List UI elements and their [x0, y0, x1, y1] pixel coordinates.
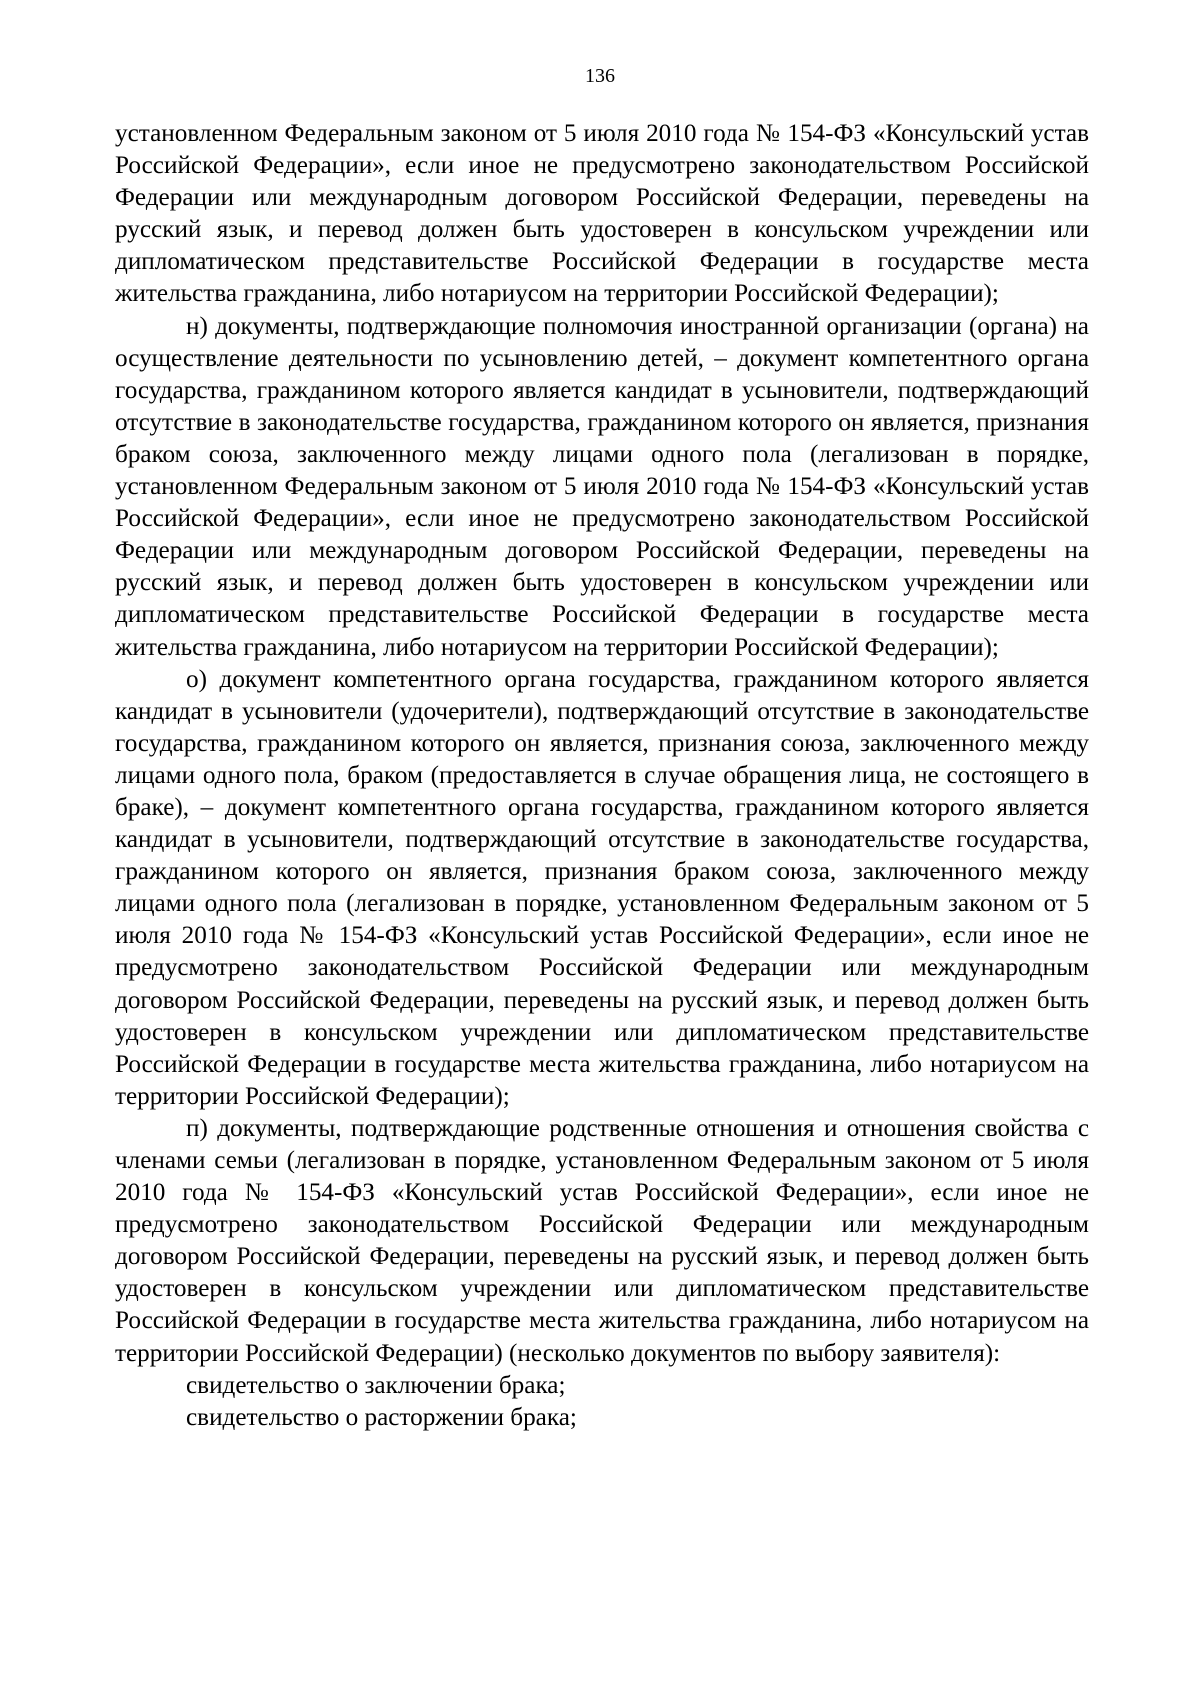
paragraph-item-n: н) документы, подтверждающие полномочия иностранной организации (органа) на осуществление деятельности по усыновлению детей, – документ компетентного органа государства, гражданином которого является кандидат в усыновители, подтверждающий отсутствие в законодательстве государства, гражданином которого он является, признания браком союза, заключенного между лицами одного пола (легализован в порядке, установленном Федеральным законом от 5 июля 2010 года № 154-ФЗ «Консульский устав Российской Федерации», если иное не предусмотрено законодательством Российской Федерации или международным договором Российской Федерации, переведены на русский язык, и перевод должен быть удостоверен в консульском учреждении или дипломатическом представительстве Российской Федерации в государстве места жительства гражданина, либо нотариусом на территории Российской Федерации);	[115, 312, 1089, 661]
page-number: 136	[585, 65, 615, 87]
document-body	[115, 118, 1089, 1434]
paragraph-continuation: установленном Федеральным законом от 5 июля 2010 года № 154-ФЗ «Консульский устав Российской Федерации», если иное не предусмотрено законодательством Российской Федерации или международным договором Российской Федерации, переведены на русский язык, и перевод должен быть удостоверен в консульском учреждении или дипломатическом представительстве Российской Федерации в государстве места жительства гражданина, либо нотариусом на территории Российской Федерации);	[115, 120, 1089, 308]
paragraph-item-o: о) документ компетентного органа государства, гражданином которого является кандидат в усыновители (удочерители), подтверждающий отсутствие в законодательстве государства, гражданином которого он является, признания союза, заключенного между лицами одного пола, браком (предоставляется в случае обращения лица, не состоящего в браке), – документ компетентного органа государства, гражданином которого является кандидат в усыновители, подтверждающий отсутствие в законодательстве государства, гражданином которого он является, признания браком союза, заключенного между лицами одного пола (легализован в порядке, установленном Федеральным законом от 5 июля 2010 года № 154-ФЗ «Консульский устав Российской Федерации», если иное не предусмотрено законодательством Российской Федерации или международным договором Российской Федерации, переведены на русский язык, и перевод должен быть удостоверен в консульском учреждении или дипломатическом представительстве Российской Федерации в государстве места жительства гражданина, либо нотариусом на территории Российской Федерации);	[115, 665, 1089, 1110]
paragraph-item-p: п) документы, подтверждающие родственные отношения и отношения свойства с членами семьи (легализован в порядке, установленном Федеральным законом от 5 июля 2010 года № 154-ФЗ «Консульский устав Российской Федерации», если иное не предусмотрено законодательством Российской Федерации или международным договором Российской Федерации, переведены на русский язык, и перевод должен быть удостоверен в консульском учреждении или дипломатическом представительстве Российской Федерации в государстве места жительства гражданина, либо нотариусом на территории Российской Федерации) (несколько документов по выбору заявителя):	[115, 1114, 1089, 1367]
list-item-marriage-certificate: свидетельство о заключении брака;	[186, 1371, 566, 1399]
list-item-divorce-certificate: свидетельство о расторжении брака;	[186, 1403, 577, 1431]
